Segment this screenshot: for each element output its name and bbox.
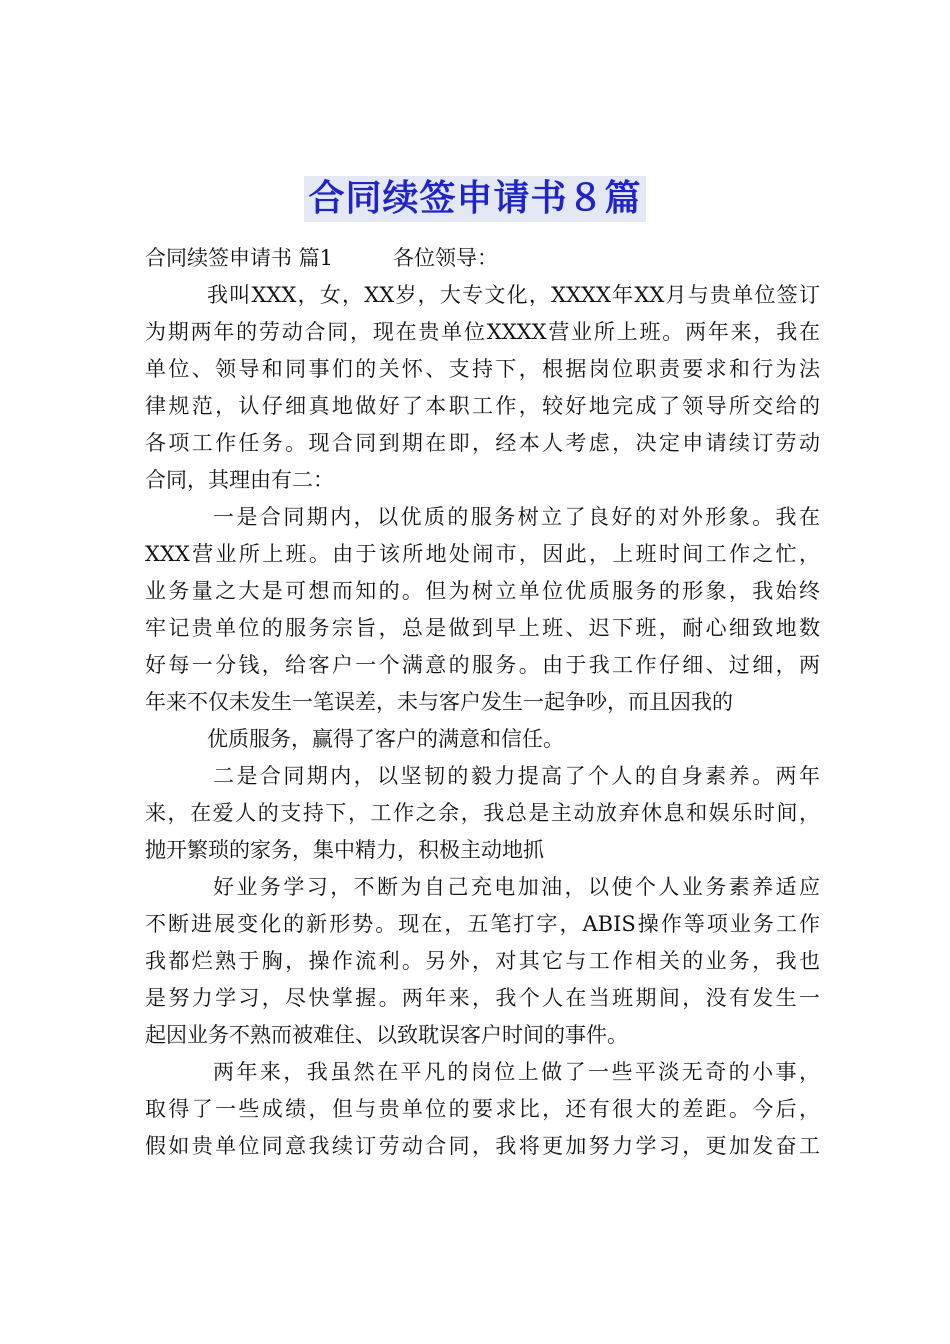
text-line: 起因业务不熟而被难住、以致耽误客户时间的事件。 (145, 1023, 628, 1047)
text-line: 优质服务，赢得了客户的满意和信任。 (207, 727, 564, 751)
heading-line (145, 240, 820, 277)
text-line: 来，在爱人的支持下，工作之余，我总是主动放弃休息和娱乐时间， (145, 801, 820, 825)
greeting: 各位领导： (393, 246, 499, 270)
document-title: 合同续签申请书８篇 (304, 176, 645, 222)
text-line: 各项工作任务。现合同到期在即，经本人考虑，决定申请续订劳动 (145, 431, 820, 455)
text-line: 业务量之大是可想而知的。但为树立单位优质服务的形象，我始终 (145, 579, 820, 603)
text-line: 合同，其理由有二： (145, 468, 334, 492)
text-line: 一是合同期内，以优质的服务树立了良好的对外形象。我在 (213, 505, 820, 529)
text-line: 假如贵单位同意我续订劳动合同，我将更加努力学习，更加发奋工 (145, 1134, 820, 1158)
text-line: 取得了一些成绩，但与贵单位的要求比，还有很大的差距。今后， (145, 1097, 820, 1121)
text-line: 不断进展变化的新形势。现在，五笔打字，ABIS操作等项业务工作 (145, 912, 820, 936)
text-line: XXX营业所上班。由于该所地处闹市，因此，上班时间工作之忙， (145, 542, 820, 566)
text-line: 好业务学习，不断为自己充电加油，以使个人业务素养适应 (213, 875, 820, 899)
text-line: 单位、领导和同事们的关怀、支持下，根据岗位职责要求和行为法 (145, 357, 820, 381)
text-line: 我叫XXX，女，XX岁，大专文化，XXXX年XX月与贵单位签订 (207, 283, 820, 307)
text-line: 年来不仅未发生一笔误差，未与客户发生一起争吵，而且因我的 (145, 690, 733, 714)
text-line: 律规范，认仔细真地做好了本职工作，较好地完成了领导所交给的 (145, 394, 820, 418)
section-heading: 合同续签申请书 篇1 (145, 246, 334, 270)
text-line: 好每一分钱，给客户一个满意的服务。由于我工作仔细、过细，两 (145, 653, 820, 677)
document-body (145, 240, 820, 1165)
text-line: 两年来，我虽然在平凡的岗位上做了一些平淡无奇的小事， (213, 1060, 820, 1084)
text-line: 二是合同期内，以坚韧的毅力提高了个人的自身素养。两年 (213, 764, 820, 788)
title-container (0, 176, 950, 222)
text-line: 牢记贵单位的服务宗旨，总是做到早上班、迟下班，耐心细致地数 (145, 616, 820, 640)
text-line: 我都烂熟于胸，操作流利。另外，对其它与工作相关的业务，我也 (145, 949, 820, 973)
text-line: 抛开繁琐的家务，集中精力，积极主动地抓 (145, 838, 544, 862)
text-line: 是努力学习，尽快掌握。两年来，我个人在当班期间，没有发生一 (145, 986, 820, 1010)
text-line: 为期两年的劳动合同，现在贵单位XXXX营业所上班。两年来，我在 (145, 320, 820, 344)
